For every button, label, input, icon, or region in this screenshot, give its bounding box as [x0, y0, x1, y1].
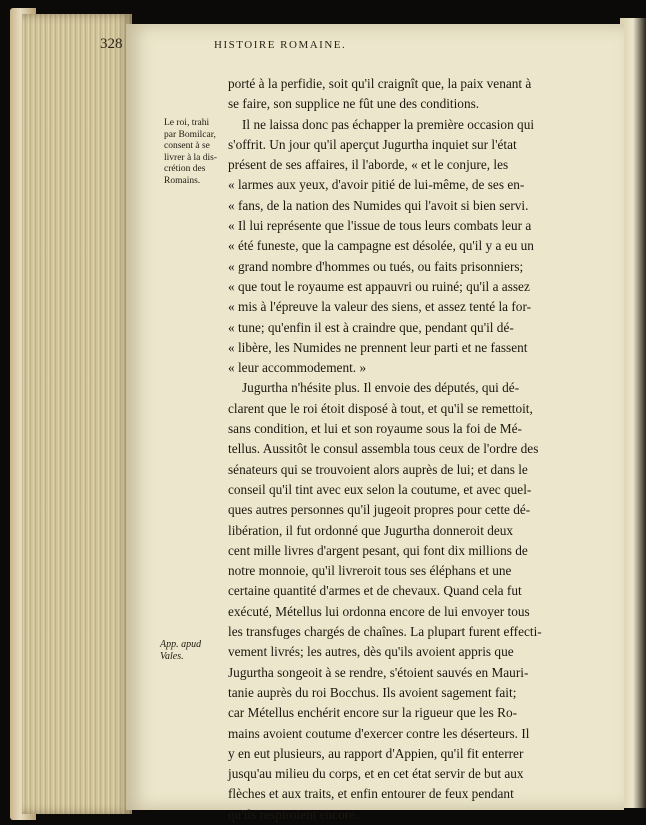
- margin-note-line: crétion des: [164, 164, 206, 174]
- text-line: les transfuges chargés de chaînes. La plupart furent effecti-: [228, 624, 542, 640]
- margin-note: [164, 118, 226, 187]
- text-line: libération, il fut ordonné que Jugurtha donneroit deux: [228, 522, 514, 538]
- margin-note-line: livrer à la dis-: [164, 152, 218, 163]
- text-line: « leur accommodement. »: [228, 360, 367, 376]
- margin-reference: App. apud Vales.: [160, 639, 202, 662]
- text-line: « larmes aux yeux, d'avoir pitié de lui-même, de ses en-: [228, 177, 525, 193]
- margin-note-line: par Bomilcar,: [164, 129, 216, 140]
- text-line: « tune; qu'enfin il est à craindre que, pendant qu'il dé-: [228, 319, 514, 335]
- text-line: « été funeste, que la campagne est désolée, qu'il y a eu un: [228, 238, 534, 254]
- page-stack-edge: [22, 14, 132, 814]
- margin-note-line: Le roi, trahi: [164, 118, 210, 128]
- running-title: HISTOIRE ROMAINE.: [214, 39, 347, 51]
- text-line: tellus. Aussitôt le consul assembla tous ceux de l'ordre des: [228, 441, 539, 457]
- text-line: ques autres personnes qu'il jugeoit propres pour cette dé-: [228, 502, 531, 518]
- text-line: qu'ils respiroient encore.: [228, 806, 359, 822]
- text-line: y en eut plusieurs, au rapport d'Appien, qu'il fit enterrer: [228, 745, 524, 761]
- text-line: car Métellus enchérit encore sur la rigueur que les Ro-: [228, 705, 518, 721]
- text-line: Jugurtha songeoit à se rendre, s'étoient sauvés en Mauri-: [228, 664, 529, 680]
- text-line: conseil qu'il tint avec eux selon la coutume, et avec quel-: [228, 481, 532, 497]
- text-line: exécuté, Métellus lui ordonna encore de lui envoyer tous: [228, 603, 530, 619]
- text-line: « Il lui représente que l'issue de tous leurs combats leur a: [228, 218, 532, 234]
- text-line: clarent que le roi étoit disposé à tout, et qu'il se remettoit,: [228, 400, 533, 416]
- text-line: sans condition, et lui et son royaume sous la foi de Mé-: [228, 421, 522, 437]
- text-line: sénateurs qui se trouvoient alors auprès de lui; et dans le: [228, 461, 528, 477]
- text-line: vement livrés; les autres, dès qu'ils avoient appris que: [228, 644, 514, 660]
- text-line: s'offrit. Un jour qu'il aperçut Jugurtha inquiet sur l'état: [228, 136, 517, 152]
- page-number: 328: [100, 36, 123, 52]
- text-line: Jugurtha n'hésite plus. Il envoie des députés, qui dé-: [242, 380, 520, 396]
- body-text: [228, 74, 590, 825]
- text-line: présent de ses affaires, il l'aborde, « et le conjure, les: [228, 157, 509, 173]
- text-line: jusqu'au milieu du corps, et en cet état servir de but aux: [228, 766, 524, 782]
- text-line: se faire, son supplice ne fût une des conditions.: [228, 96, 480, 112]
- text-line: Il ne laissa donc pas échapper la première occasion qui: [242, 116, 535, 132]
- text-line: « que tout le royaume est appauvri ou ruiné; qu'il a assez: [228, 278, 530, 294]
- text-line: « grand nombre d'hommes ou tués, ou faits prisonniers;: [228, 258, 524, 274]
- text-line: « fans, de la nation des Numides qui l'avoit si bien servi.: [228, 197, 529, 213]
- text-line: notre monnoie, qu'il livreroit tous ses éléphans et une: [228, 563, 512, 579]
- margin-note-line: Romains.: [164, 175, 201, 186]
- text-line: flèches et aux traits, et enfin entourer de feux pendant: [228, 786, 514, 802]
- text-line: « mis à l'épreuve la valeur des siens, et assez tenté la for-: [228, 299, 532, 315]
- page-header: [100, 36, 500, 56]
- text-line: cent mille livres d'argent pesant, qui font dix millions de: [228, 542, 528, 558]
- text-line: « libère, les Numides ne prennent leur parti et ne fassent: [228, 339, 528, 355]
- text-line: mains avoient coutume d'exercer contre les déserteurs. Il: [228, 725, 530, 741]
- text-line: certaine quantité d'armes et de chevaux. Quand cela fut: [228, 583, 522, 599]
- text-line: porté à la perfidie, soit qu'il craignît que, la paix venant à: [228, 76, 532, 91]
- text-line: tanie auprès du roi Bocchus. Ils avoient sagement fait;: [228, 684, 517, 700]
- margin-note-line: consent à se: [164, 141, 210, 151]
